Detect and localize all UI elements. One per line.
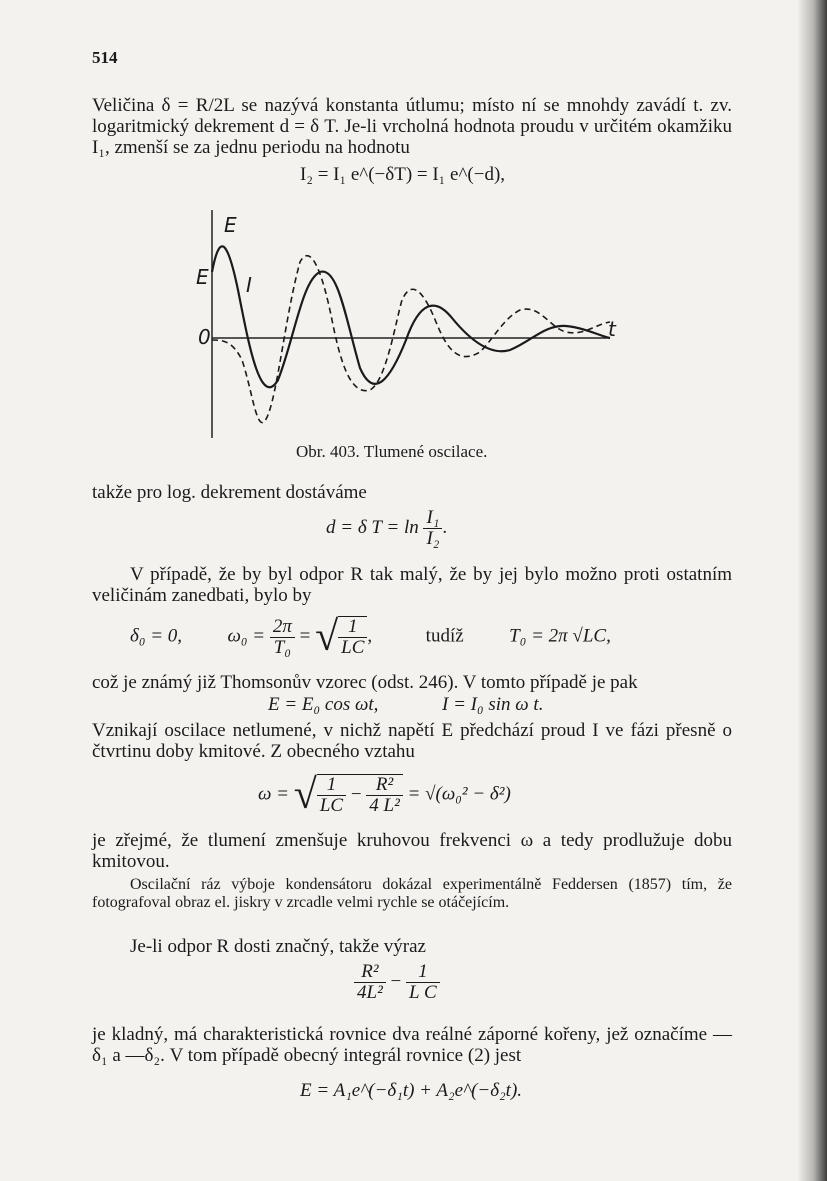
eq3-delta-zero: δ₀ = 0, [130, 625, 183, 647]
paragraph-log-decrement: takže pro log. dekrement dostáváme [92, 482, 367, 503]
figure-label-E-top: E [224, 213, 237, 237]
page-edge-shadow [797, 0, 827, 1181]
eq3-omega: ω₀ = [227, 625, 266, 647]
damped-oscillation-figure [190, 200, 630, 440]
paragraph-real-roots: je kladný, má charakteristická rovnice dva reálné záporné kořeny, jež označíme —δ₁ a —δ₂. V tom případě obecný integrál rovnice (2) jest [92, 1024, 732, 1066]
equation-voltage: E = E₀ cos ωt, [268, 694, 379, 715]
equation-damped-frequency: ω = √ $\frac{1}{LC}$ − $\frac{\text{R²}}{\text{4 L²}}$ = √(ω₀² − δ²) [258, 772, 511, 818]
eq6-frac-2: $\frac{1}{\text{L C}}$ [406, 962, 440, 1003]
paragraph-undamped: Vznikají oscilace netlumené, v nichž napětí E předchází proud I ve fázi přesně o čtvrtinu doby kmitové. Z obecného vztahu [92, 720, 732, 762]
equation-discriminant: $\frac{\text{R²}}{\text{4L²}}$ − $\frac{1}{\text{L C}}$ [354, 962, 440, 1003]
figure-label-t: t [608, 317, 616, 341]
paragraph-large-resistance: Je-li odpor R dosti značný, takže výraz [130, 936, 426, 957]
eq5-frac-2: $\frac{\text{R²}}{\text{4 L²}}$ [366, 775, 403, 816]
eq2-fraction: $\frac{\text{I₁}}{\text{I₂}}$ [423, 508, 442, 549]
page-number: 514 [92, 48, 118, 67]
figure-label-zero: 0 [198, 325, 211, 349]
eq2-lhs: d = δ T = ln [326, 516, 419, 538]
eq3-frac-lc: $\frac{1}{LC}$ [338, 616, 367, 658]
paragraph-damping-effect: je zřejmé, že tlumení zmenšuje kruhovou frekvenci ω a tedy prodlužuje dobu kmitovou. [92, 830, 732, 872]
eq5-rhs: = √(ω₀² − δ²) [407, 783, 511, 805]
eq6-frac-1: $\frac{\text{R²}}{\text{4L²}}$ [354, 962, 386, 1003]
equation-current: I = I₀ sin ω t. [442, 694, 544, 715]
paragraph-negligible-resistance: V případě, že by byl odpor R tak malý, že by jej bylo možno proti ostatním veličinám zanedbati, bylo by [92, 564, 732, 606]
equation-general-integral: E = A₁e^(−δ₁t) + A₂e^(−δ₂t). [300, 1080, 523, 1101]
equation-undamped-frequency: δ₀ = 0, ω₀ = $\frac{2\pi}{\text{T₀}}$ = √ $\frac{1}{LC}$ , tudíž T₀ = 2π √LC, [130, 614, 611, 660]
current-curve-I [212, 256, 610, 423]
eq5-frac-1: $\frac{1}{LC}$ [317, 775, 346, 816]
eq3-tudiz: tudíž [425, 625, 464, 647]
figure-label-E-left: E [196, 265, 209, 289]
eq5-omega: ω = [258, 783, 289, 805]
voltage-curve-E [212, 246, 610, 387]
eq3-thomson-period: T₀ = 2π √LC, [509, 625, 611, 647]
paragraph-damping-constant: Veličina δ = R/2L se nazývá konstanta útlumu; místo ní se mnohdy zavádí t. zv. logaritmický dekrement d = δ T. Je-li vrcholná hodnota proudu v určitém okamžiku I₁, zmenší se za jednu periodu na hodnotu [92, 95, 732, 158]
figure-label-I: I [246, 273, 252, 297]
note-feddersen: Oscilační ráz výboje kondensátoru dokázal experimentálně Feddersen (1857) tím, že fotografoval obraz el. jiskry v zrcadle velmi rychle se otáčejícím. [92, 876, 732, 911]
equation-log-decrement: d = δ T = ln $\frac{\text{I₁}}{\text{I₂}}$ . [326, 507, 448, 549]
eq3-frac-2pi: $\frac{2\pi}{\text{T₀}}$ [270, 617, 295, 658]
figure-caption: Obr. 403. Tlumené oscilace. [296, 442, 488, 461]
equation-amplitude-decay: I₂ = I₁ e^(−δT) = I₁ e^(−d), [300, 164, 506, 185]
paragraph-thomson: což je známý již Thomsonův vzorec (odst. 246). V tomto případě je pak [92, 672, 638, 693]
